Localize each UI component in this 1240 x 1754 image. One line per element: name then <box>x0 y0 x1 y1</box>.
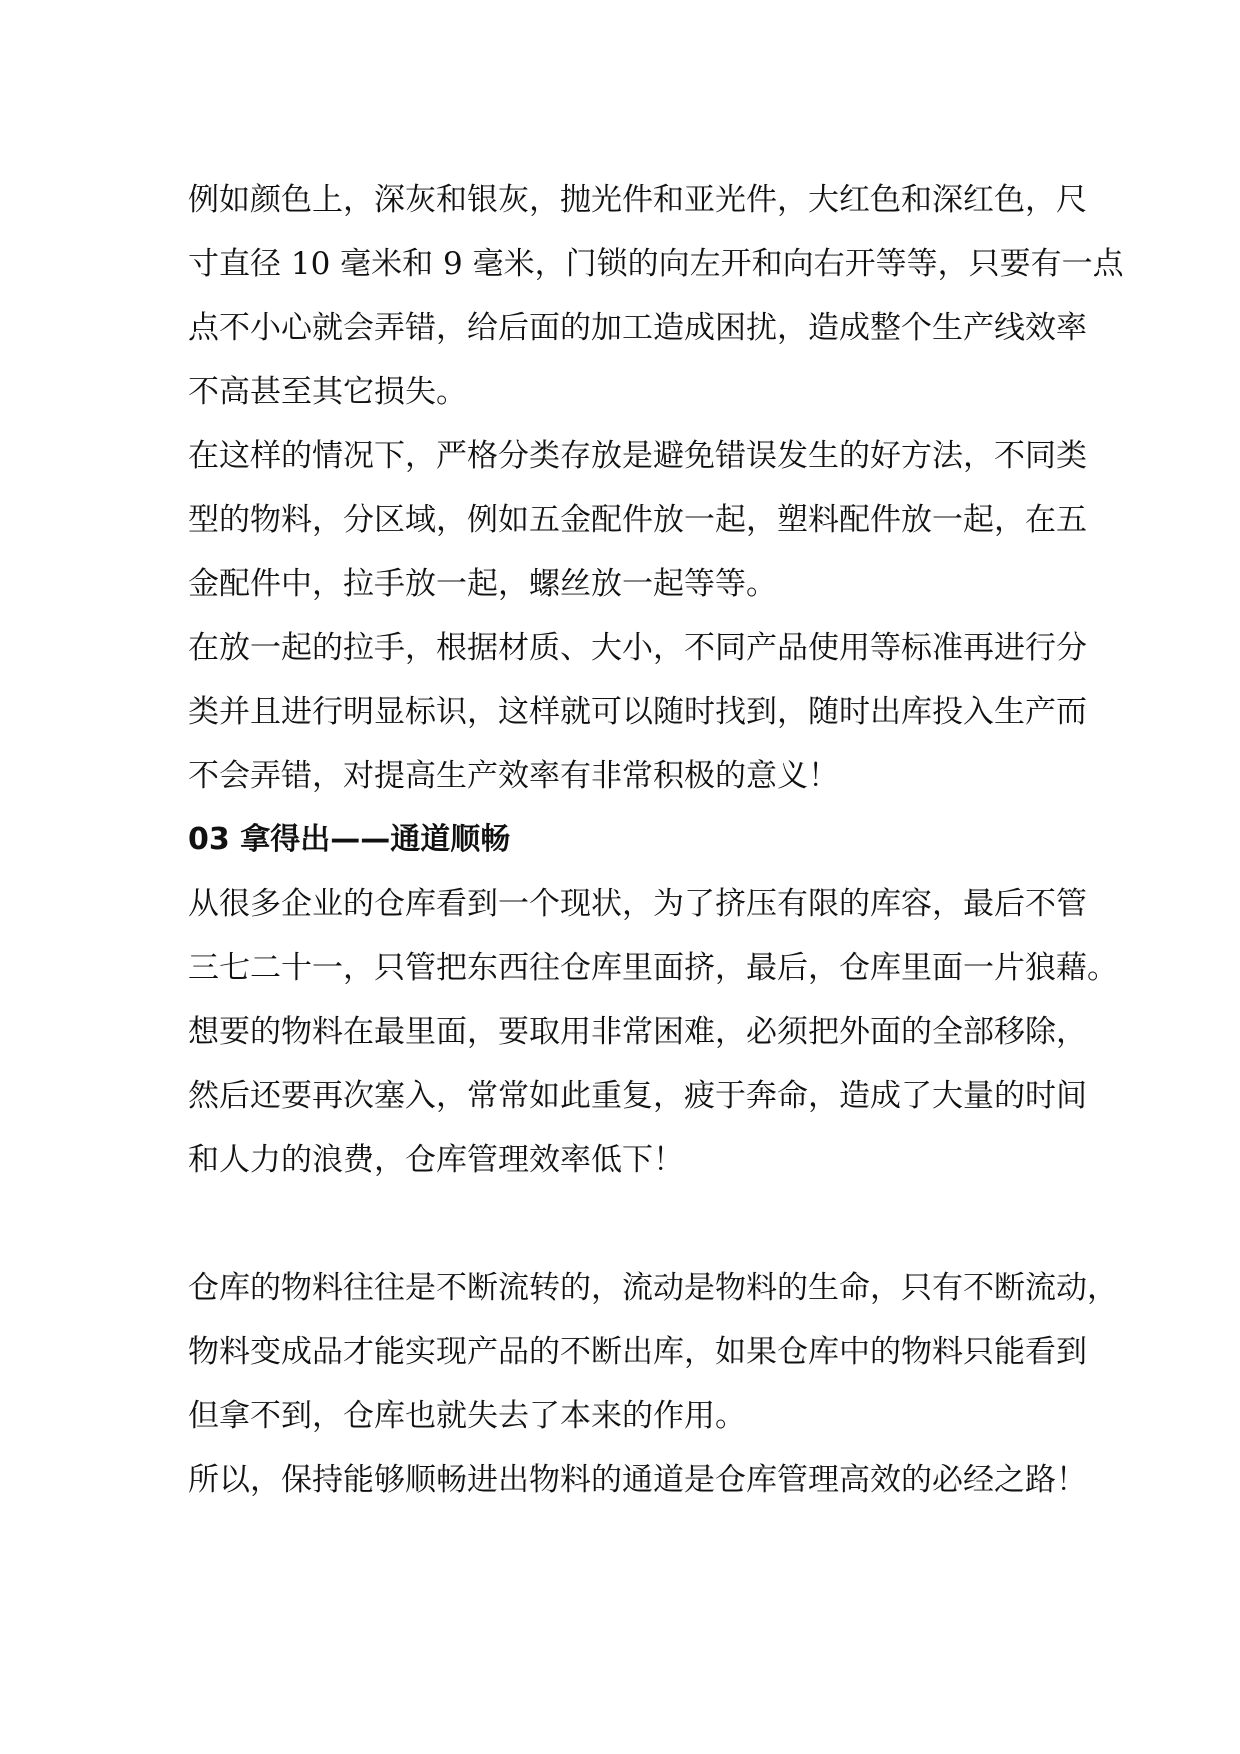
paragraph-conclusion <box>188 1448 1087 1512</box>
text-line: 然后还要再次塞入，常常如此重复，疲于奔命，造成了大量的时间 <box>188 1078 1087 1114</box>
text-line: 仓库的物料往往是不断流转的，流动是物料的生命，只有不断流动， <box>188 1270 1118 1306</box>
text-line: 型的物料，分区域，例如五金配件放一起，塑料配件放一起，在五 <box>188 502 1087 538</box>
text-line: 物料变成品才能实现产品的不断出库，如果仓库中的物料只能看到 <box>188 1334 1087 1370</box>
text-line: 在这样的情况下，严格分类存放是避免错误发生的好方法，不同类 <box>188 438 1087 474</box>
text-line: 三七二十一，只管把东西往仓库里面挤，最后，仓库里面一片狼藉。 <box>188 950 1118 986</box>
paragraph-material-flow <box>188 1256 1118 1448</box>
paragraph-labeling <box>188 616 1087 808</box>
text-line: 例如颜色上，深灰和银灰，抛光件和亚光件，大红色和深红色，尺 <box>188 182 1087 218</box>
paragraph-classified-storage <box>188 424 1087 616</box>
text-line: 想要的物料在最里面，要取用非常困难，必须把外面的全部移除， <box>188 1014 1087 1050</box>
text-line: 在放一起的拉手，根据材质、大小，不同产品使用等标准再进行分 <box>188 630 1087 666</box>
text-line: 类并且进行明显标识，这样就可以随时找到，随时出库投入生产而 <box>188 694 1087 730</box>
text-line: 所以，保持能够顺畅进出物料的通道是仓库管理高效的必经之路！ <box>188 1462 1087 1498</box>
paragraph-warehouse-status <box>188 872 1118 1192</box>
blank-line <box>188 1192 1068 1256</box>
paragraph-color-size-examples <box>188 168 1124 424</box>
text-line: 但拿不到，仓库也就失去了本来的作用。 <box>188 1398 746 1434</box>
text-line: 不高甚至其它损失。 <box>188 374 467 410</box>
text-line: 金配件中，拉手放一起，螺丝放一起等等。 <box>188 566 777 602</box>
document-body <box>188 168 1124 1512</box>
text-line: 不会弄错，对提高生产效率有非常积极的意义！ <box>188 758 839 794</box>
text-line: 和人力的浪费，仓库管理效率低下！ <box>188 1142 684 1178</box>
text-line: 寸直径 10 毫米和 9 毫米，门锁的向左开和向右开等等，只要有一点 <box>188 246 1124 282</box>
text-line: 点不小心就会弄错，给后面的加工造成困扰，造成整个生产线效率 <box>188 310 1087 346</box>
text-line: 从很多企业的仓库看到一个现状，为了挤压有限的库容，最后不管 <box>188 886 1087 922</box>
section-heading: 03 拿得出——通道顺畅 <box>188 822 511 857</box>
